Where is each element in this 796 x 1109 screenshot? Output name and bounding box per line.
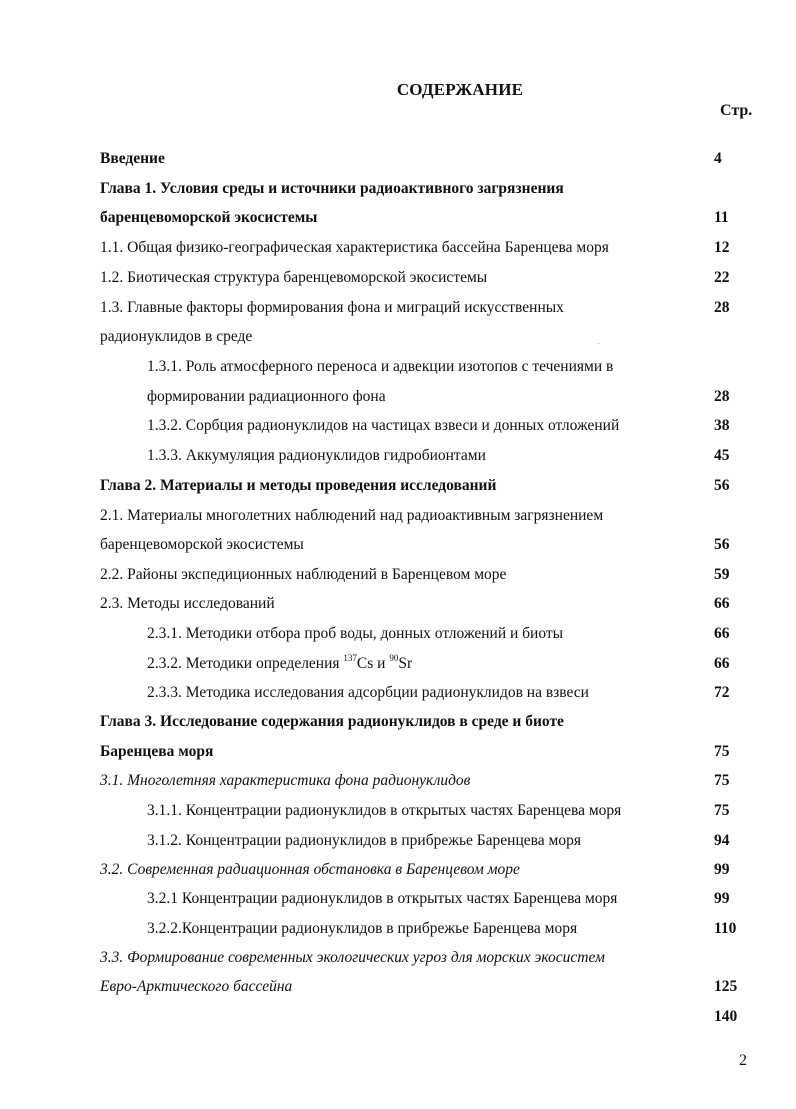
toc-entry-page: 11 <box>714 209 729 226</box>
toc-entry-text: 3.3. Формирование современных экологических угроз для морских экосистем <box>100 949 605 966</box>
toc-entry-text: формировании радиационного фона <box>147 388 386 405</box>
isotope-mass-number: 137 <box>343 653 357 663</box>
toc-entry-page: 75 <box>714 743 730 760</box>
toc-entry-text: Евро-Арктического бассейна <box>100 978 293 995</box>
toc-entry-text: 1.3.1. Роль атмосферного переноса и адвекции изотопов с течениями в <box>147 358 614 375</box>
toc-entry-page: 28 <box>714 299 730 316</box>
toc-entry <box>0 415 796 437</box>
toc-entry <box>0 178 796 200</box>
toc-entry-text-suffix: Sr <box>398 655 413 672</box>
toc-entry-text: 3.1. Многолетняя характеристика фона радионуклидов <box>100 772 471 789</box>
toc-entry-page: 75 <box>714 772 730 789</box>
toc-entry-text: Глава 2. Материалы и методы проведения исследований <box>100 477 497 494</box>
toc-entry-text: Баренцева моря <box>100 743 214 760</box>
toc-entry <box>0 918 796 940</box>
footer-page-number: 2 <box>739 1052 747 1069</box>
toc-entry-text: радионуклидов в среде <box>100 328 253 345</box>
toc-entry-page: 4 <box>714 150 722 167</box>
toc-entry <box>0 148 796 170</box>
toc-entry <box>0 623 796 645</box>
toc-entry <box>0 741 796 763</box>
toc-entry-text: 2.3. Методы исследований <box>100 595 275 612</box>
toc-entry-page: 110 <box>714 920 737 937</box>
toc-entry <box>0 534 796 556</box>
toc-entry-text: 3.1.2. Концентрации радионуклидов в прибрежье Баренцева моря <box>147 832 581 849</box>
toc-entry-page: 56 <box>714 536 730 553</box>
toc-entry-page: 45 <box>714 447 730 464</box>
toc-entry-page: 22 <box>714 269 730 286</box>
toc-entry <box>0 859 796 881</box>
toc-entry <box>0 207 796 229</box>
toc-entry-page: 99 <box>714 861 730 878</box>
toc-entry <box>0 326 796 348</box>
toc-entry <box>0 237 796 259</box>
toc-entry-page: 66 <box>714 595 730 612</box>
toc-entry-page: 38 <box>714 417 730 434</box>
toc-entry <box>0 297 796 319</box>
toc-entry-text: 3.1.1. Концентрации радионуклидов в открытых частях Баренцева моря <box>147 802 622 819</box>
toc-entry-text: Введение <box>100 150 165 167</box>
toc-entry <box>0 386 796 408</box>
toc-entry-text: 1.3.2. Сорбция радионуклидов на частицах взвеси и донных отложений <box>147 417 620 434</box>
page-column-label: Стр. <box>720 102 753 119</box>
toc-entry <box>0 682 796 704</box>
toc-entry-page: 125 <box>714 978 738 995</box>
toc-entry <box>0 505 796 527</box>
toc-entry-text: 3.2.1 Концентрации радионуклидов в открытых частях Баренцева моря <box>147 890 618 907</box>
toc-entry-text: баренцевоморской экосистемы <box>100 536 304 553</box>
page-title: СОДЕРЖАНИЕ <box>396 80 524 99</box>
scan-artifact-dot <box>598 343 599 344</box>
toc-entry <box>0 475 796 497</box>
toc-entry-text: 1.3. Главные факторы формирования фона и миграций искусственных <box>100 299 564 316</box>
toc-entry-page: 59 <box>714 566 730 583</box>
toc-entry-text: 2.1. Материалы многолетних наблюдений над радиоактивным загрязнением <box>100 507 604 524</box>
toc-entry-page: 75 <box>714 802 730 819</box>
toc-entry-text: Глава 3. Исследование содержания радионуклидов в среде и биоте <box>100 713 564 730</box>
toc-entry <box>0 888 796 910</box>
toc-entry <box>0 653 796 675</box>
toc-entry-text-mid: Cs и <box>356 655 390 672</box>
toc-entry-text-prefix: 2.3.2. Методики определения <box>147 655 344 672</box>
toc-entry-page: 99 <box>714 890 730 907</box>
toc-entry <box>0 976 796 998</box>
toc-entry-page: 140 <box>714 1008 738 1025</box>
toc-entry-page: 66 <box>714 655 730 672</box>
toc-entry <box>0 1006 796 1028</box>
toc-entry <box>0 800 796 822</box>
toc-entry <box>0 593 796 615</box>
toc-entry <box>0 445 796 467</box>
toc-entry-page: 28 <box>714 388 730 405</box>
toc-entry-text: баренцевоморской экосистемы <box>100 209 318 226</box>
toc-entry-page: 66 <box>714 625 730 642</box>
toc-entry-text: 1.3.3. Аккумуляция радионуклидов гидробионтами <box>147 447 486 464</box>
toc-entry-page: 12 <box>714 239 730 256</box>
toc-entry-text: 3.2. Современная радиационная обстановка в Баренцевом море <box>100 861 520 878</box>
toc-entry-text: 2.3.1. Методики отбора проб воды, донных отложений и биоты <box>147 625 564 642</box>
toc-entry <box>0 564 796 586</box>
toc-entry <box>0 711 796 733</box>
toc-entry <box>0 770 796 792</box>
toc-entry <box>0 267 796 289</box>
toc-entry-text: 1.1. Общая физико-географическая характеристика бассейна Баренцева моря <box>100 239 609 256</box>
toc-entry-text: 3.2.2.Концентрации радионуклидов в прибрежье Баренцева моря <box>147 920 578 937</box>
toc-entry <box>0 356 796 378</box>
toc-entry-text: 2.2. Районы экспедиционных наблюдений в Баренцевом море <box>100 566 507 583</box>
toc-entry-page: 72 <box>714 684 730 701</box>
toc-entry-text: Глава 1. Условия среды и источники радиоактивного загрязнения <box>100 180 564 197</box>
toc-entry-text: 2.3.3. Методика исследования адсорбции радионуклидов на взвеси <box>147 684 589 701</box>
toc-entry-page: 94 <box>714 832 730 849</box>
toc-entry-text <box>147 653 412 675</box>
toc-entry <box>0 947 796 969</box>
toc-entry-text: 1.2. Биотическая структура баренцевоморской экосистемы <box>100 269 488 286</box>
toc-entry-page: 56 <box>714 477 730 494</box>
toc-entry <box>0 830 796 852</box>
isotope-mass-number: 90 <box>389 653 399 663</box>
